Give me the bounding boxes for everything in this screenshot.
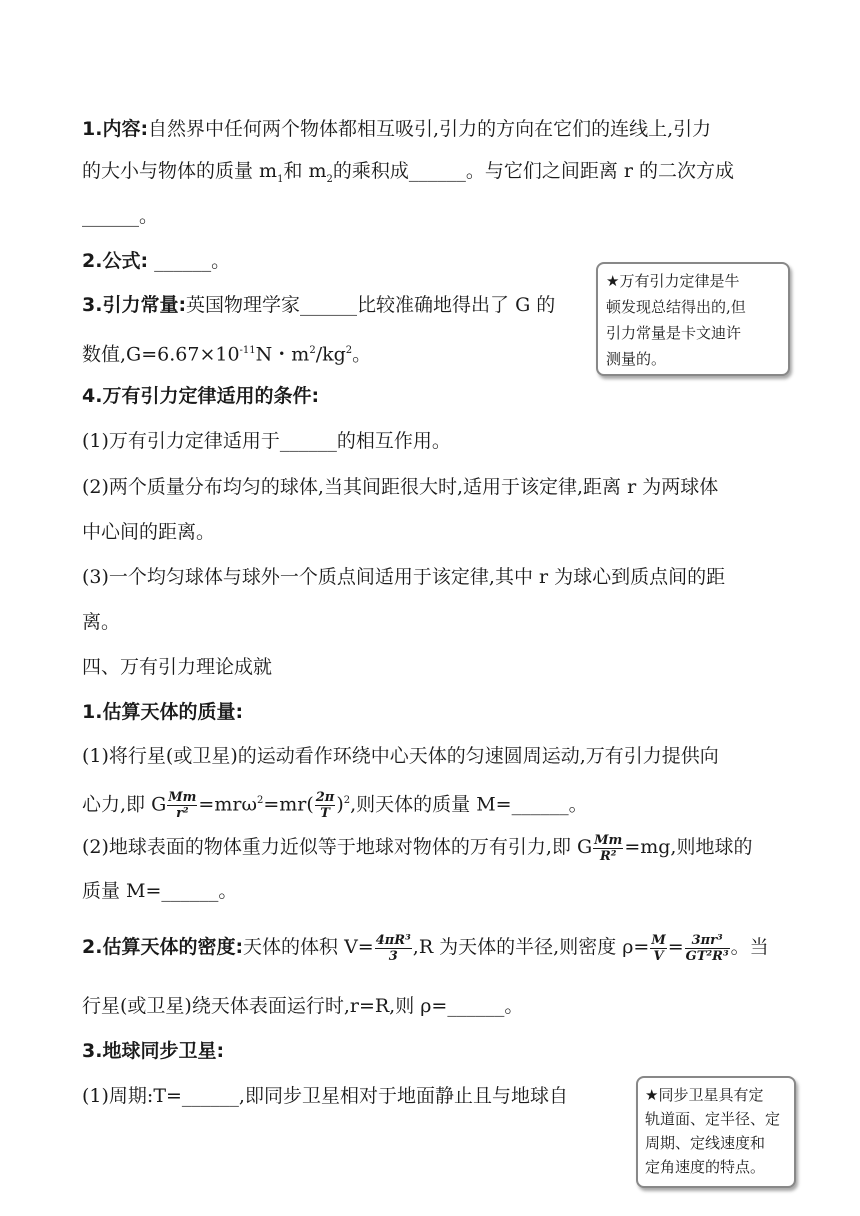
text: 数值,G=6.67×10 [82,343,240,366]
denominator: GT²R³ [685,948,729,964]
text: 。当 [730,936,769,958]
subscript: 2 [326,173,333,185]
denominator: V [653,948,664,964]
text: ______。 [82,205,159,227]
condition-2a: (2)两个质量分布均匀的球体,当其间距很大时,适用于该定律,距离 r 为两球体 [82,476,719,498]
numerator: Mm [168,789,197,805]
density-heading: 2.估算天体的密度: [82,936,244,958]
note-line: 轨道面、定半径、定 [645,1110,781,1128]
constant-line-1 [82,292,555,318]
density-line-2: 行星(或卫星)绕天体表面运行时,r=R,则 ρ=______。 [82,995,524,1017]
note-line: 引力常量是卡文迪许 [606,324,742,342]
text: ,R 为天体的半径,则密度 ρ= [412,936,650,958]
condition-2b: 中心间的距离。 [82,521,216,543]
conditions-heading: 4.万有引力定律适用的条件: [82,385,320,407]
condition-3a: (3)一个均匀球体与球外一个质点间适用于该定律,其中 r 为球心到质点间的距 [82,566,726,588]
sync-line-1: (1)周期:T=______,即同步卫星相对于地面静止且与地球自 [82,1085,568,1107]
mass-2b: 质量 M=______。 [82,880,238,902]
mass-title [82,699,243,725]
note-line: 周期、定线速度和 [645,1134,766,1152]
star-icon: ★ [645,1086,659,1104]
superscript: 2 [309,345,316,356]
text: ) [336,793,344,816]
denominator: 3 [388,948,398,964]
mass-2a [82,830,752,864]
side-note-1 [596,262,790,376]
note-line [606,268,780,294]
fraction-volume [375,933,412,964]
content-title: 1.内容: [82,118,149,140]
mass-1b [82,784,588,821]
star-icon: ★ [606,272,620,290]
text: 心力,即 G [82,793,167,816]
note-text: 同步卫星具有定 [658,1086,764,1104]
text: 的大小与物体的质量 m [82,160,278,182]
fraction-M-V [650,933,666,964]
sync-heading: 3.地球同步卫星: [82,1040,225,1062]
condition-3b: 离。 [82,611,121,633]
superscript: -11 [239,345,256,356]
content-text: 自然界中任何两个物体都相互吸引,引力的方向在它们的连线上,引力 [148,118,712,140]
mass-heading: 1.估算天体的质量: [82,701,244,723]
text: 和 m [283,160,327,182]
content-line-3 [82,203,158,229]
density-line-1 [82,930,769,964]
fraction-Mm-R2 [593,833,623,864]
content-line-2 [82,158,734,193]
fraction-density [685,933,730,964]
subscript: 1 [277,173,284,185]
note-line [645,1083,787,1107]
text: (2)地球表面的物体重力近似等于地球对物体的万有引力,即 G [82,836,593,858]
section-heading: 四、万有引力理论成就 [82,656,273,678]
content-line-1 [82,116,711,142]
formula-blank: ______。 [148,250,231,272]
denominator: R² [600,848,617,864]
note-line: 定角速度的特点。 [645,1158,766,1176]
numerator: 2π [315,789,335,805]
conditions-title [82,383,319,409]
text: 。 [352,343,372,366]
formula-title: 2.公式: [82,250,149,272]
sync-title [82,1038,224,1064]
superscript: 2 [256,795,264,806]
text: /kg [315,343,346,366]
text: =mr( [263,793,314,816]
superscript: 2 [345,345,353,356]
text: =mg,则地球的 [624,836,753,858]
superscript: 2 [343,795,351,806]
text: 英国物理学家______比较准确地得出了 G 的 [186,294,556,316]
denominator: r² [176,805,189,821]
note-line: 测量的。 [606,350,667,368]
text: = [667,936,684,958]
text: 天体的体积 V= [243,936,374,958]
constant-line-2 [82,338,371,367]
text: ,则天体的质量 M=______。 [350,793,588,816]
fraction-2pi-T [315,790,336,821]
note-text: 万有引力定律是牛 [619,272,740,290]
constant-title: 3.引力常量: [82,294,187,316]
side-note-2 [636,1076,796,1188]
note-line: 顿发现总结得出的,但 [606,298,746,316]
text: 的乘积成______。与它们之间距离 r 的二次方成 [332,160,735,182]
numerator: M [651,932,666,948]
text: N・m [255,343,310,366]
condition-1: (1)万有引力定律适用于______的相互作用。 [82,430,451,452]
formula-line [82,248,230,274]
denominator: T [320,805,330,821]
text: =mrω [198,793,257,816]
mass-1a: (1)将行星(或卫星)的运动看作环绕中心天体的匀速圆周运动,万有引力提供向 [82,745,719,767]
numerator: 4πR³ [375,932,411,948]
fraction-Mm-r2 [167,790,197,821]
numerator: 3πr³ [685,933,730,949]
numerator: Mm [594,832,623,848]
